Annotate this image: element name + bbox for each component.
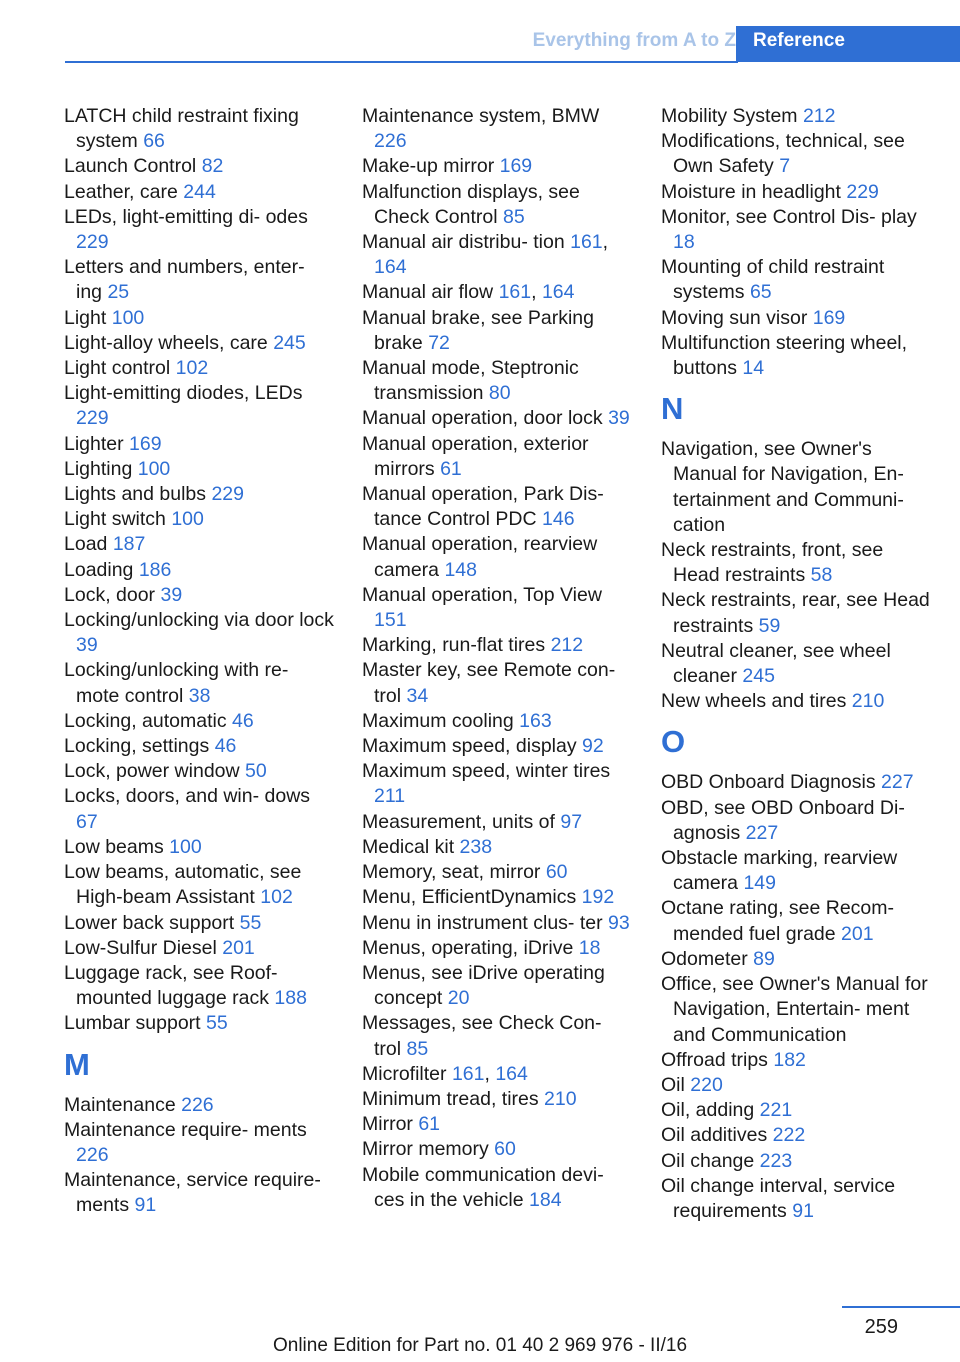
page-reference-link[interactable]: 164 <box>541 281 575 304</box>
index-term: Manual mode, Steptronic transmission <box>362 357 579 405</box>
page-reference-link[interactable]: 151 <box>374 609 407 632</box>
page-reference-link[interactable]: 100 <box>137 457 171 480</box>
page-reference-link[interactable]: 212 <box>802 105 836 127</box>
index-entry <box>362 1112 634 1137</box>
page-reference-link[interactable]: 92 <box>582 735 604 758</box>
index-term: Manual air flow <box>362 281 494 304</box>
page-reference-link[interactable]: 227 <box>881 771 914 794</box>
index-term: Multifunction steering wheel, buttons <box>661 331 908 380</box>
page-reference-link[interactable]: 39 <box>160 583 183 606</box>
index-term: Messages, see Check Con- trol <box>362 1012 602 1060</box>
index-entry <box>64 936 336 961</box>
index-entry <box>64 306 336 331</box>
index-term: Light <box>64 306 107 329</box>
index-term: Oil additives <box>661 1124 768 1147</box>
index-term: Oil change interval, service requirements <box>661 1174 896 1222</box>
index-entry <box>64 482 336 507</box>
page-reference-link[interactable]: 229 <box>211 483 244 506</box>
index-entry <box>362 658 634 708</box>
index-term: Maintenance <box>64 1093 176 1116</box>
index-term: Load <box>64 533 108 556</box>
page-reference-link[interactable]: 38 <box>188 684 211 707</box>
index-entry <box>362 885 634 910</box>
index-term: Oil change <box>661 1149 755 1172</box>
page-reference-link[interactable]: 201 <box>841 922 874 945</box>
index-entry <box>661 972 933 1048</box>
index-term: Maximum speed, winter tires <box>362 760 611 783</box>
index-entry <box>64 1011 336 1036</box>
footer-rule <box>842 1306 960 1308</box>
index-entry <box>661 1048 933 1073</box>
index-term: Low-Sulfur Diesel <box>64 936 217 959</box>
page-reference-link[interactable]: 226 <box>76 1143 109 1166</box>
index-entry <box>661 588 933 638</box>
page-reference-link[interactable]: 66 <box>143 130 165 153</box>
page-reference-link[interactable]: 91 <box>134 1194 157 1217</box>
index-term: Modifications, technical, see Own Safety <box>661 130 905 178</box>
index-term: Obstacle marking, rearview camera <box>661 847 898 895</box>
page-reference-link[interactable]: 89 <box>753 947 775 970</box>
index-entry <box>362 1087 634 1112</box>
section-title: Everything from A to Z <box>532 30 736 51</box>
index-term: Manual operation, Park Dis- tance Control PDC <box>362 483 604 531</box>
index-entry <box>64 608 336 658</box>
index-term: Monitor, see Control Dis- play <box>661 205 917 228</box>
page-reference-link[interactable]: 245 <box>742 665 775 688</box>
index-term: Master key, see Remote con- trol <box>362 659 616 707</box>
index-term: Lumbar support <box>64 1012 201 1035</box>
index-entry <box>64 532 336 557</box>
page-reference-link[interactable]: 164 <box>374 256 407 279</box>
index-term: Moisture in headlight <box>661 180 841 203</box>
page-reference-link[interactable]: 146 <box>542 508 575 531</box>
index-entry <box>362 936 634 961</box>
index-term: Low beams, automatic, see High-beam Assistant <box>64 861 302 909</box>
index-letter-heading: M <box>64 1046 90 1082</box>
page-reference-link[interactable]: 39 <box>76 634 98 657</box>
index-term: Manual operation, door lock <box>362 407 603 430</box>
index-entry <box>362 911 634 936</box>
index-term: Locking, automatic <box>64 709 227 732</box>
index-entry <box>661 306 933 331</box>
index-term: Manual operation, rearview camera <box>362 533 598 581</box>
index-term: Maintenance, service require- ments <box>64 1169 321 1217</box>
index-entry <box>362 104 634 154</box>
page-reference-link[interactable]: 25 <box>107 281 130 304</box>
page-reference-link[interactable]: 211 <box>374 785 406 808</box>
page-reference-link[interactable]: 229 <box>76 231 109 254</box>
index-entry <box>362 961 634 1011</box>
page-reference-link[interactable]: 91 <box>792 1199 814 1222</box>
index-entry: Microfilter 161, 164 <box>362 1062 528 1085</box>
index-term: Mobile communication devi- ces in the vehicle <box>362 1163 604 1211</box>
page-reference-link[interactable]: 59 <box>758 614 781 637</box>
index-term: Launch Control <box>64 155 197 178</box>
index-entry <box>661 1098 933 1123</box>
index-entry <box>362 633 634 658</box>
index-entry <box>362 306 634 356</box>
page-reference-link[interactable]: 67 <box>76 810 98 833</box>
index-entry <box>661 689 933 714</box>
index-term: Neck restraints, rear, see Head restraints <box>661 589 930 637</box>
index-term: Light-alloy wheels, care <box>64 331 268 354</box>
page-reference-link[interactable]: 85 <box>406 1037 429 1060</box>
index-term: Lights and bulbs <box>64 483 207 506</box>
index-entry <box>362 734 634 759</box>
index-term: Manual brake, see Parking brake <box>362 306 594 354</box>
page-reference-link[interactable]: 100 <box>171 508 204 531</box>
page-reference-link[interactable]: 50 <box>245 760 267 783</box>
index-entry <box>64 104 336 154</box>
index-column-2 <box>362 104 634 1213</box>
index-entry <box>661 180 933 205</box>
index-term: Minimum tread, tires <box>362 1087 539 1110</box>
index-entry <box>64 1118 336 1168</box>
index-term: Octane rating, see Recom- mended fuel grade <box>661 897 895 945</box>
index-entry <box>362 482 634 532</box>
index-term: Malfunction displays, see Check Control <box>362 180 580 228</box>
page-reference-link[interactable]: 18 <box>673 231 695 254</box>
index-term: Luggage rack, see Roof- mounted luggage rack <box>64 961 278 1010</box>
index-entry <box>64 432 336 457</box>
index-entry <box>362 180 634 230</box>
page-reference-link[interactable]: 222 <box>772 1124 806 1147</box>
index-entry <box>661 896 933 946</box>
page-reference-link[interactable]: 201 <box>222 936 255 959</box>
index-term: Letters and numbers, enter- ing <box>64 256 305 304</box>
index-term: OBD Onboard Diagnosis <box>661 771 876 794</box>
page-reference-link[interactable]: 7 <box>779 155 791 178</box>
index-entry <box>64 558 336 583</box>
page-reference-link[interactable]: 148 <box>444 558 477 581</box>
index-term: Locks, doors, and win- dows <box>64 785 311 808</box>
index-entry <box>362 759 634 809</box>
page-reference-link[interactable]: 229 <box>76 407 109 430</box>
index-entry <box>64 583 336 608</box>
page-reference-link[interactable]: 61 <box>418 1113 441 1136</box>
page-reference-link[interactable]: 221 <box>759 1099 793 1122</box>
page-reference-link[interactable]: 161 <box>451 1062 485 1085</box>
index-term: Moving sun visor <box>661 306 808 329</box>
index-entry <box>362 154 634 179</box>
index-entry <box>64 154 336 179</box>
index-entry <box>64 205 336 255</box>
index-term: Light control <box>64 357 171 380</box>
index-term: Locking/unlocking via door lock <box>64 609 334 632</box>
page-reference-link[interactable]: 245 <box>273 331 306 354</box>
page-reference-link[interactable]: 80 <box>488 382 511 405</box>
index-term: Menu in instrument clus- ter <box>362 911 603 934</box>
index-entry <box>661 770 933 795</box>
index-entry <box>362 432 634 482</box>
index-entry <box>64 784 336 834</box>
index-entry: Manual air flow 161, 164 <box>362 281 575 304</box>
index-entry <box>64 457 336 482</box>
index-entry <box>661 947 933 972</box>
index-entry: Manual air distribu- tion 161, 164 <box>362 231 609 279</box>
index-entry <box>362 860 634 885</box>
index-entry <box>362 835 634 860</box>
edition-note: Online Edition for Part no. 01 40 2 969 976 - II/16 <box>272 1335 688 1356</box>
page-reference-link[interactable]: 220 <box>690 1073 723 1096</box>
index-entry <box>661 846 933 896</box>
index-term: Manual operation, Top View <box>362 583 602 606</box>
page-reference-link[interactable]: 102 <box>175 357 209 380</box>
index-letter-heading: O <box>661 724 686 760</box>
page-reference-link[interactable]: 61 <box>440 457 462 480</box>
index-entry <box>661 639 933 689</box>
index-entry <box>362 810 634 835</box>
index-term: Menu, EfficientDynamics <box>362 886 577 909</box>
page-number: 259 <box>864 1316 898 1338</box>
index-term: Maximum cooling <box>362 709 514 732</box>
index-entry <box>362 406 634 431</box>
index-letter-heading: N <box>661 391 684 427</box>
page-reference-link[interactable]: 164 <box>495 1062 528 1085</box>
index-term: Medical kit <box>362 835 455 858</box>
index-term: Neck restraints, front, see Head restraints <box>661 539 884 587</box>
index-term: Measurement, units of <box>362 810 555 833</box>
index-term: Marking, run-flat tires <box>362 634 546 657</box>
index-term: Office, see Owner's Manual for Navigation, Entertain- ment and Communication <box>661 973 928 1046</box>
index-entry <box>661 104 933 129</box>
index-entry <box>362 1137 634 1162</box>
index-term: Menus, operating, iDrive <box>362 936 574 959</box>
page-reference-link[interactable]: 65 <box>749 281 772 304</box>
index-entry <box>362 356 634 406</box>
page-reference-link[interactable]: 39 <box>608 407 630 430</box>
page-reference-link[interactable]: 55 <box>239 911 262 934</box>
index-column-1 <box>64 104 336 1219</box>
index-term: New wheels and tires <box>661 690 847 713</box>
index-term: Lower back support <box>64 911 235 934</box>
index-entry <box>64 331 336 356</box>
page-reference-link[interactable]: 55 <box>206 1012 228 1035</box>
page-reference-link[interactable]: 46 <box>232 709 254 732</box>
index-entry <box>362 1163 634 1213</box>
index-entry <box>661 129 933 179</box>
index-entry <box>661 538 933 588</box>
index-term: Manual operation, exterior mirrors <box>362 432 589 480</box>
chapter-tab: Reference <box>736 26 960 62</box>
page-reference-link[interactable]: 149 <box>743 872 776 895</box>
index-entry <box>362 532 634 582</box>
index-term: Odometer <box>661 947 748 970</box>
page-reference-link[interactable]: 212 <box>550 634 584 657</box>
page-reference-link[interactable]: 100 <box>111 306 145 329</box>
index-entry <box>64 860 336 910</box>
index-term: Make-up mirror <box>362 155 495 178</box>
index-term: Low beams <box>64 835 164 858</box>
index-entry <box>661 437 933 538</box>
index-entry <box>661 1123 933 1148</box>
page-reference-link[interactable]: 186 <box>138 558 172 581</box>
index-term: Lighter <box>64 432 124 455</box>
index-entry <box>661 1149 933 1174</box>
page-reference-link[interactable]: 60 <box>545 861 568 884</box>
page-reference-link[interactable]: 100 <box>169 835 202 858</box>
page-reference-link[interactable]: 58 <box>810 564 833 587</box>
page-reference-link[interactable]: 97 <box>560 810 583 833</box>
index-column-3 <box>661 104 933 1224</box>
index-term: Neutral cleaner, see wheel cleaner <box>661 639 891 688</box>
page-reference-link[interactable]: 227 <box>745 821 779 844</box>
index-term: Oil <box>661 1073 685 1096</box>
index-term: Lock, power window <box>64 760 240 783</box>
page-reference-link[interactable]: 244 <box>183 180 216 203</box>
page-reference-link[interactable]: 161 <box>498 281 532 304</box>
index-term: LATCH child restraint fixing system <box>64 105 299 153</box>
index-term: Mounting of child restraint systems <box>661 256 885 304</box>
index-term: OBD, see OBD Onboard Di- agnosis <box>661 796 905 844</box>
index-term: Light switch <box>64 508 166 531</box>
index-term: Loading <box>64 558 134 581</box>
index-term: Mobility System <box>661 105 798 127</box>
page-reference-link[interactable]: 20 <box>447 987 470 1010</box>
index-entry <box>64 961 336 1011</box>
index-entry <box>661 1073 933 1098</box>
index-entry <box>64 759 336 784</box>
index-entry <box>362 1011 634 1061</box>
index-entry <box>64 658 336 708</box>
page-reference-link[interactable]: 169 <box>129 432 162 455</box>
page-reference-link[interactable]: 238 <box>459 835 493 858</box>
index-entry <box>64 507 336 532</box>
page-reference-link[interactable]: 18 <box>578 936 601 959</box>
index-entry <box>64 180 336 205</box>
index-term: Mirror memory <box>362 1138 489 1161</box>
index-entry <box>64 911 336 936</box>
page-reference-link[interactable]: 163 <box>519 709 552 732</box>
page-reference-link[interactable]: 46 <box>214 735 237 758</box>
index-entry <box>661 205 933 255</box>
index-entry <box>64 381 336 431</box>
page-reference-link[interactable]: 102 <box>260 886 293 909</box>
index-term: Maintenance require- ments <box>64 1118 307 1141</box>
index-entry <box>64 356 336 381</box>
index-term: Leather, care <box>64 180 178 203</box>
page-reference-link[interactable]: 14 <box>742 357 765 380</box>
page-reference-link[interactable]: 210 <box>544 1087 577 1110</box>
index-term: Locking, settings <box>64 735 210 758</box>
header-rule <box>65 61 738 63</box>
page-reference-link[interactable]: 226 <box>374 130 407 153</box>
page-reference-link[interactable]: 226 <box>181 1093 214 1116</box>
index-term: Manual air distribu- tion <box>362 231 565 254</box>
index-term: Lock, door <box>64 583 156 606</box>
page-reference-link[interactable]: 187 <box>112 533 146 556</box>
page-reference-link[interactable]: 188 <box>274 987 307 1010</box>
index-entry <box>64 835 336 860</box>
page-reference-link[interactable]: 184 <box>529 1188 562 1211</box>
index-entry <box>661 1174 933 1224</box>
page-reference-link[interactable]: 229 <box>846 180 879 203</box>
index-term: Mirror <box>362 1113 413 1136</box>
index-term: Maximum speed, display <box>362 735 577 758</box>
page-reference-link[interactable]: 161 <box>570 231 603 254</box>
index-term: Light-emitting diodes, LEDs <box>64 382 303 405</box>
page-reference-link[interactable]: 182 <box>773 1048 806 1071</box>
index-term: Navigation, see Owner's Manual for Navigation, En- tertainment and Communi- cation <box>661 438 904 536</box>
page-reference-link[interactable]: 169 <box>812 306 846 329</box>
index-term: Offroad trips <box>661 1048 768 1071</box>
page-reference-link[interactable]: 210 <box>851 690 885 713</box>
index-term: Lighting <box>64 457 133 480</box>
index-term: Microfilter <box>362 1062 447 1085</box>
index-entry <box>362 709 634 734</box>
index-term: Oil, adding <box>661 1099 755 1122</box>
index-entry <box>64 1093 336 1118</box>
page-reference-link[interactable]: 34 <box>406 684 429 707</box>
index-entry <box>661 255 933 305</box>
index-term: Maintenance system, BMW <box>362 105 600 127</box>
index-entry <box>661 331 933 381</box>
index-entry <box>362 583 634 633</box>
page-reference-link[interactable]: 85 <box>502 205 525 228</box>
index-entry <box>64 1168 336 1218</box>
index-term: LEDs, light-emitting di- odes <box>64 205 308 228</box>
index-entry <box>64 709 336 734</box>
index-entry <box>64 734 336 759</box>
page-reference-link[interactable]: 60 <box>494 1138 516 1161</box>
index-term: Memory, seat, mirror <box>362 861 541 884</box>
page-reference-link[interactable]: 72 <box>428 331 450 354</box>
page-reference-link[interactable]: 93 <box>608 911 630 934</box>
index-term: Menus, see iDrive operating concept <box>362 961 605 1010</box>
index-term: Locking/unlocking with re- mote control <box>64 659 289 707</box>
page-header <box>65 26 960 62</box>
page-reference-link[interactable]: 192 <box>581 886 615 909</box>
page-reference-link[interactable]: 169 <box>499 155 533 178</box>
page-reference-link[interactable]: 223 <box>759 1149 793 1172</box>
page-reference-link[interactable]: 82 <box>201 155 224 178</box>
index-entry <box>661 796 933 846</box>
index-entry <box>64 255 336 305</box>
